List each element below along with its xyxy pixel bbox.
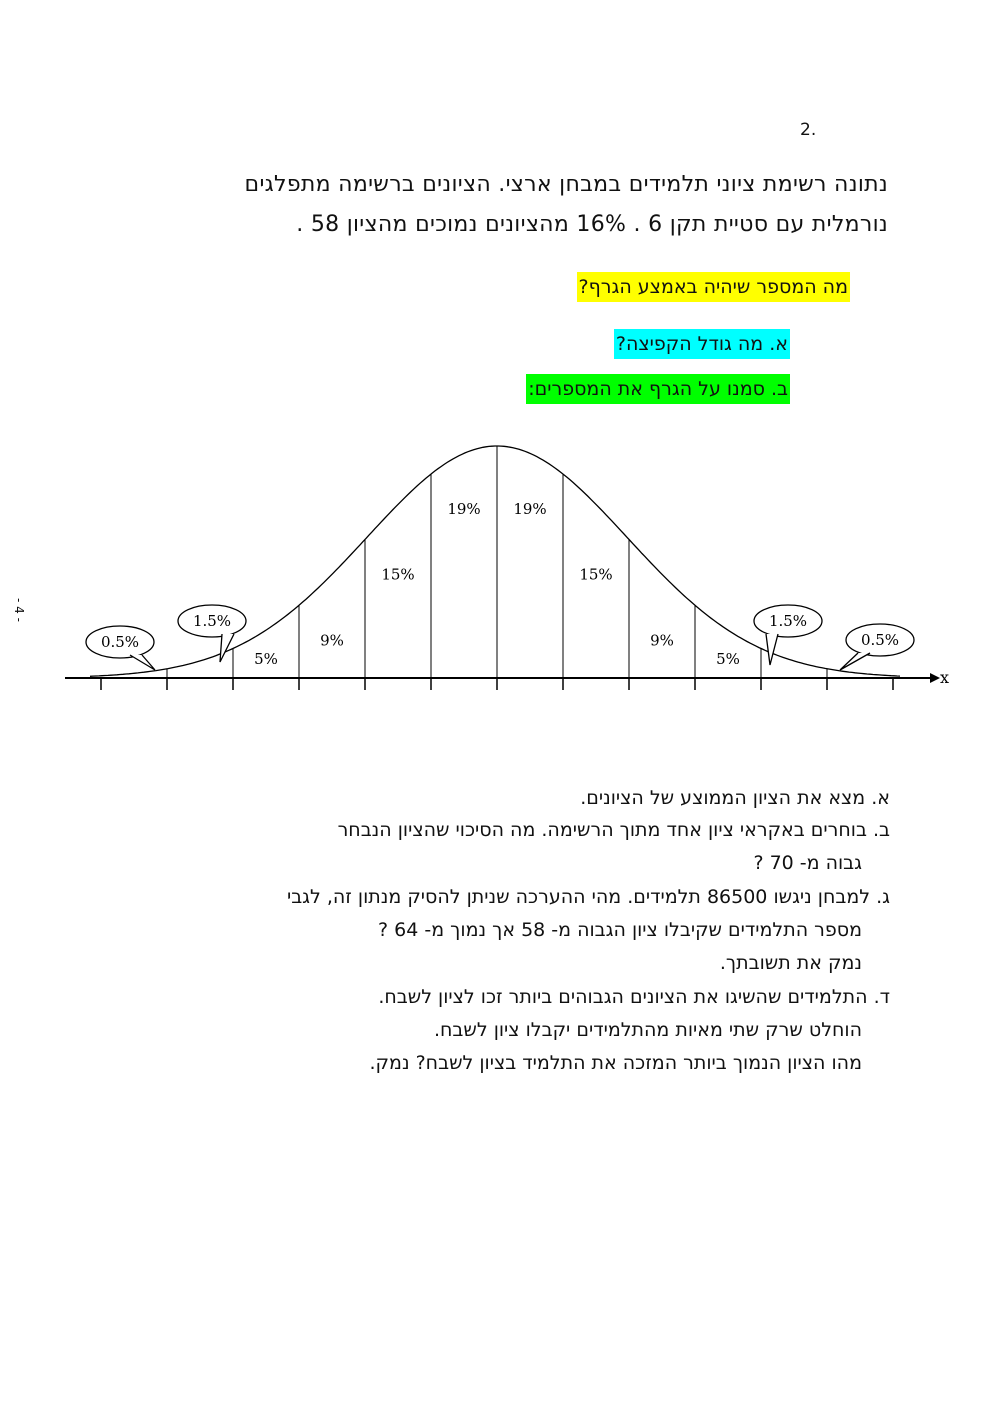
- segment-label-0: 0.5%: [100, 633, 140, 651]
- intro-line-1: נתונה רשימת ציוני תלמידים במבחן ארצי. הציונים ברשימה מתפלגים: [244, 172, 888, 197]
- question-d-line-3: מהו הציון הנמוך ביותר המזכה את התלמיד בציון לשבח? נמק.: [369, 1052, 862, 1074]
- intro-line-2: נורמלית עם סטיית תקן 6 . 16% מהציונים נמוכים מהציון 58 .: [296, 212, 888, 237]
- callout-0: [86, 626, 155, 670]
- question-d-line-1: ד. התלמידים שהשיגו את הציונים הגבוהים ביותר זכו לציון לשבח.: [378, 986, 890, 1008]
- callout-1: [178, 605, 246, 662]
- normal-distribution-chart: [60, 430, 960, 710]
- highlight-mark-question: ב. סמנו על הגרף את המספרים:: [526, 374, 790, 404]
- segment-label-2: 5%: [254, 650, 278, 668]
- question-b-line-1: ב. בוחרים באקראי ציון אחד מתוך הרשימה. מה הסיכוי שהציון הנבחר: [337, 819, 890, 841]
- question-a: א. מצא את הציון הממוצע של הציונים.: [580, 787, 890, 809]
- question-number: 2.: [800, 120, 817, 140]
- callout-11: [840, 624, 914, 670]
- normal-curve: [90, 446, 900, 676]
- x-axis-label: x: [940, 668, 950, 687]
- segment-label-10: 1.5%: [768, 612, 808, 630]
- segment-label-6: 19%: [513, 500, 547, 519]
- segment-label-7: 15%: [579, 565, 613, 584]
- question-c-line-3: נמק את תשובתך.: [719, 952, 862, 974]
- question-b-line-2: גבוה מ- 70 ?: [753, 852, 862, 874]
- segment-label-9: 5%: [716, 650, 740, 668]
- segment-label-1: 1.5%: [192, 612, 232, 630]
- segment-label-3: 9%: [320, 631, 344, 650]
- highlight-middle-question: מה המספר שיהיה באמצע הגרף?: [577, 272, 850, 302]
- page-side-label: - 4 -: [12, 598, 26, 622]
- question-c-line-1: ג. למבחן ניגשו 86500 תלמידים. מהי ההערכה שניתן להסיק מנתון זה, לגבי: [286, 886, 890, 908]
- highlight-jump-question: א. מה גודל הקפיצה?: [614, 329, 790, 359]
- callout-10: [754, 605, 822, 665]
- segment-label-4: 15%: [381, 565, 415, 584]
- segment-label-8: 9%: [650, 631, 674, 650]
- question-d-line-2: הוחלט שרק שתי מאיות מהתלמידים יקבלו ציון לשבח.: [433, 1019, 862, 1041]
- question-c-line-2: מספר התלמידים שקיבלו ציון הגבוה מ- 58 אך נמוך מ- 64 ?: [378, 919, 862, 941]
- x-axis-arrow: [930, 673, 940, 683]
- segment-label-11: 0.5%: [860, 631, 900, 649]
- segment-label-5: 19%: [447, 500, 481, 519]
